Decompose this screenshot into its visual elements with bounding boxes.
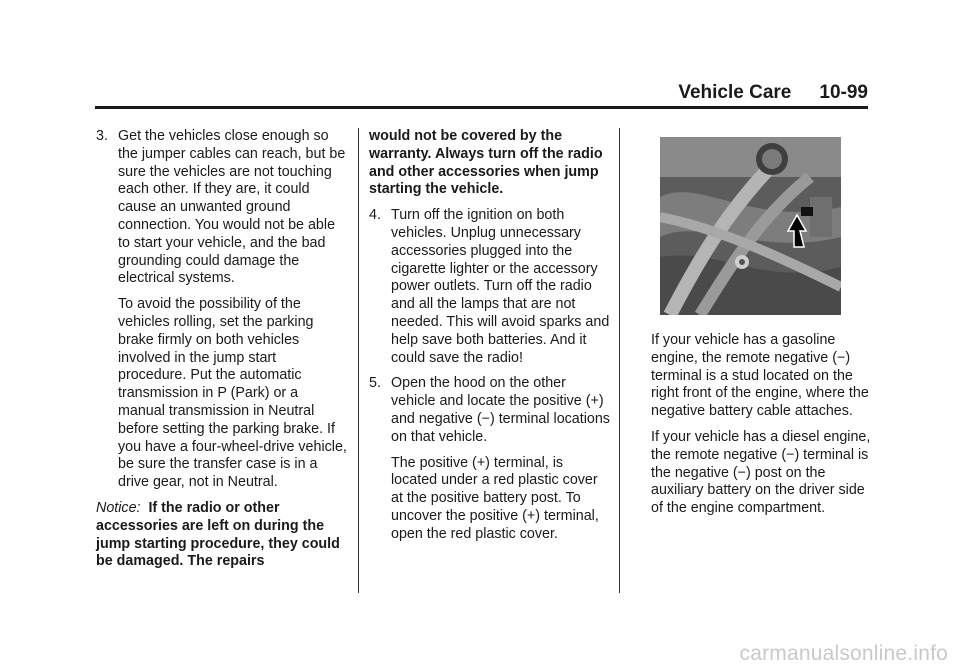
notice-paragraph [96, 500, 348, 571]
step-text: Open the hood on the other vehicle and locate the positive (+) and negative (−) terminal locations on that vehicle. [391, 375, 610, 445]
column-1 [96, 128, 348, 571]
column-divider-1 [358, 128, 359, 593]
gasoline-paragraph: If your vehicle has a gasoline engine, the remote negative (−) terminal is a stud located on the right front of the engine, where the negative battery cable attaches. [651, 332, 869, 420]
step-text: Get the vehicles close enough so the jumper cables can reach, but be sure the vehicles are not touching each other. If they are, it could cause an unwanted ground connection. You would not be able to start your vehicle, and the bad grounding could damage the electrical systems. [118, 128, 346, 287]
section-title: Vehicle Care [678, 82, 792, 103]
step-3-paragraph-2: To avoid the possibility of the vehicles rolling, set the parking brake firmly on both vehicles involved in the jump start procedure. Put the automatic transmission in P (Park) or a manual transmission in Neutral before setting the parking brake. If you have a four-wheel-drive vehicle, be sure the transfer case is in a drive gear, not in Neutral. [118, 296, 347, 491]
column-divider-2 [619, 128, 620, 593]
page-number: 10-99 [819, 82, 868, 103]
step-4 [369, 207, 611, 367]
step-3 [96, 128, 348, 288]
step-number: 3. [96, 128, 108, 144]
step-5-paragraph-2: The positive (+) terminal, is located under a red plastic cover at the positive battery post. To uncover the positive (+) terminal, open the red plastic cover. [391, 454, 599, 542]
step-number: 5. [369, 375, 381, 392]
engine-photo [660, 137, 841, 315]
page-header [678, 82, 868, 104]
step-text: Turn off the ignition on both vehicles. Unplug unnecessary accessories plugged into the cigarette lighter or the accessory power outlets. Turn off the radio and all the lamps that are not needed. This will avoid sparks and help save both batteries. And it could save the radio! [391, 207, 610, 366]
step-5 [369, 375, 611, 446]
notice-continuation: would not be covered by the warranty. Always turn off the radio and other accessories when jump starting the vehicle. [369, 128, 603, 198]
engine-illustration [660, 137, 841, 315]
column-2 [369, 128, 611, 544]
step-number: 4. [369, 207, 381, 224]
notice-text: If the radio or other accessories are left on during the jump starting procedure, they could be damaged. The repairs [96, 499, 340, 570]
header-rule [95, 106, 868, 109]
notice-label: Notice: [96, 499, 141, 516]
diesel-paragraph: If your vehicle has a diesel engine, the remote negative (−) terminal is the negative (−) post on the auxiliary battery on the driver side of the engine compartment. [651, 428, 871, 517]
watermark: carmanualsonline.info [739, 642, 948, 665]
column-3 [651, 332, 873, 518]
